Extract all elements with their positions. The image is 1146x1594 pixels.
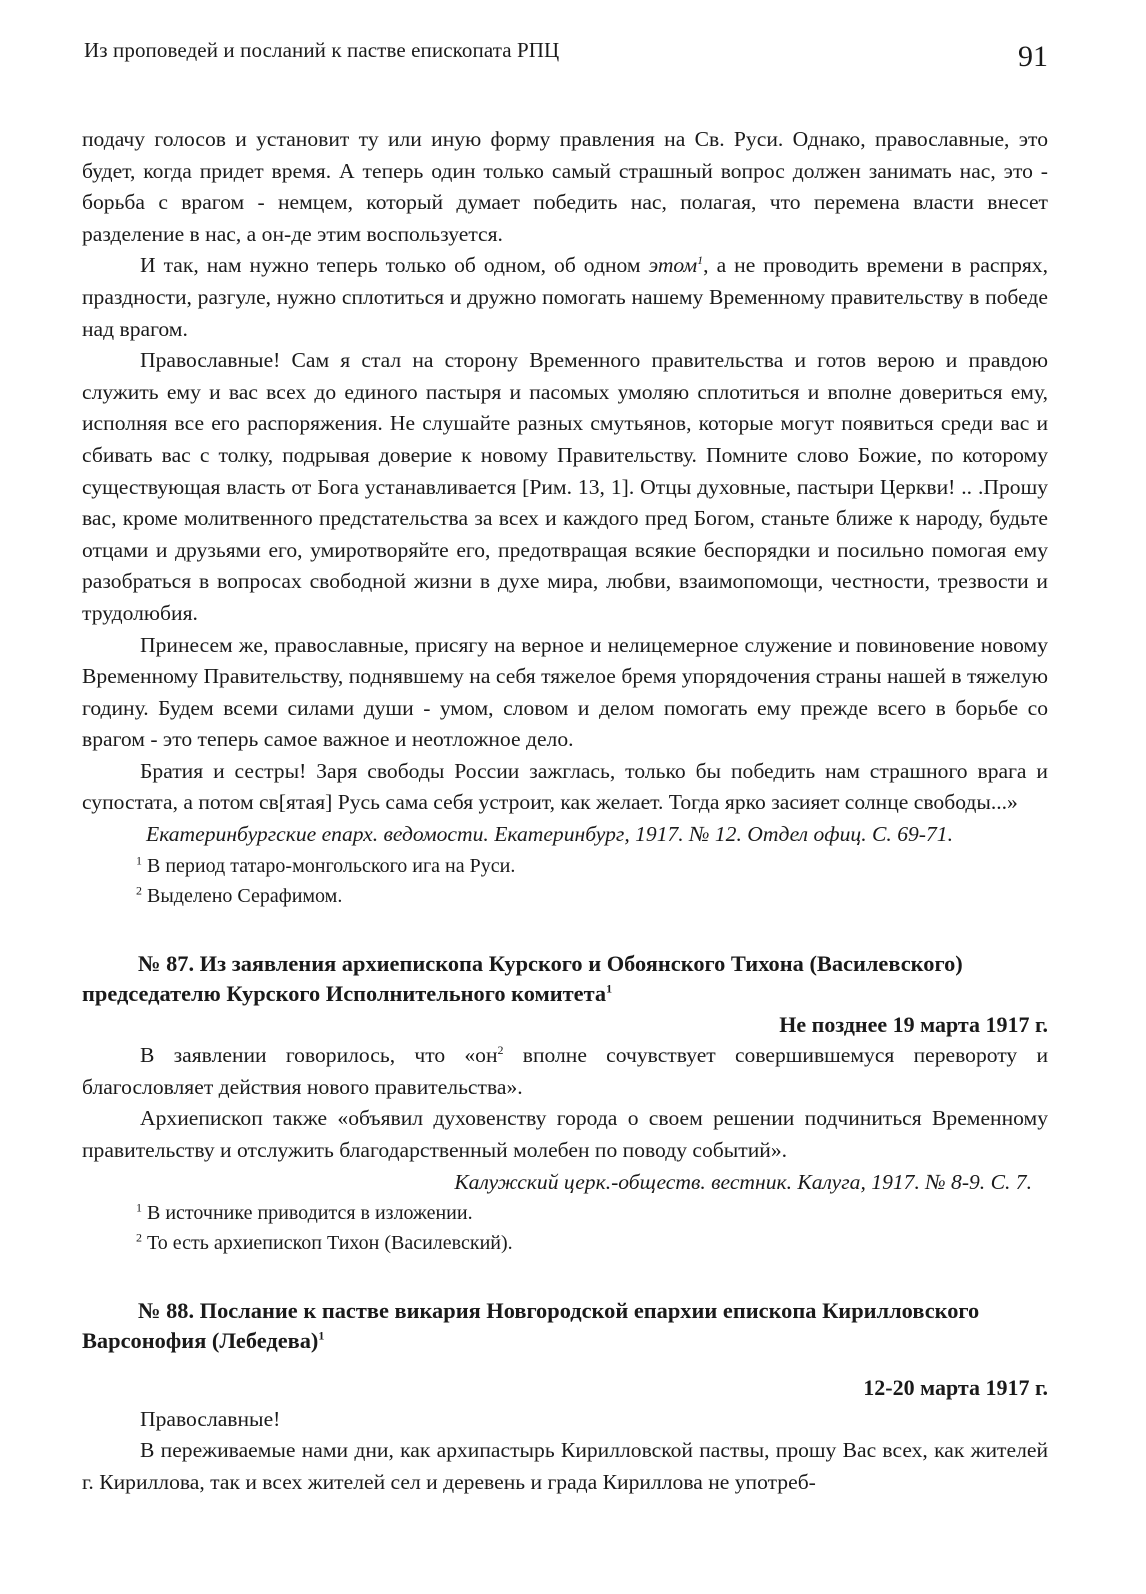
document-88-heading (82, 1296, 1048, 1356)
footnote-number: 1 (136, 853, 142, 867)
paragraph-4: Принесем же, православные, присягу на верное и нелицемерное служение и повиновение новому Временному Правительству, поднявшему на себя тяжелое бремя упорядочения страны нашей в тяжелую годину. Будем всеми силами души - умом, словом и делом помогать ему прежде всего в борьбе со врагом - это теперь самое важное и неотложное дело. (82, 632, 1048, 752)
document-87-p1-after: вполне сочувствует совершившемуся перевороту и благословляет действия нового правительства». (82, 1043, 1048, 1099)
footnote-text: В источнике приводится в изложении. (142, 1202, 473, 1225)
paragraph-2-after: а не проводить времени в распрях, праздности, разгуле, нужно сплотиться и дружно помогать нашему Временному правительству в победе над врагом. (82, 253, 1049, 341)
footnote-1-1 (82, 851, 1048, 881)
page-number: 91 (1018, 40, 1048, 73)
paragraph-2 (82, 250, 1048, 345)
document-87-p1-before: В заявлении говорилось, что «он (140, 1043, 498, 1068)
footnote-ref-1: 1 (697, 253, 704, 268)
document-88-title: № 88. Послание к пастве викария Новгородской епархии епископа Кирилловского Варсонофия (Лебедева) (82, 1298, 980, 1354)
document-87-heading (82, 949, 1048, 1009)
footnote-2-1 (82, 1198, 1048, 1228)
document-87-paragraph-1 (82, 1040, 1048, 1103)
footnote-2-2 (82, 1228, 1048, 1258)
paragraph-2-comma: , (703, 253, 709, 278)
source-citation-2: Калужский церк.-обществ. вестник. Калуга, 1917. № 8-9. С. 7. (454, 1169, 1032, 1194)
document-88-date: 12-20 марта 1917 г. (863, 1375, 1048, 1401)
document-87-paragraph-2: Архиепископ также «объявил духовенству города о своем решении подчиниться Временному правительству и отслужить благодарственный молебен по поводу событий». (82, 1106, 1048, 1163)
footnote-text: То есть архиепископ Тихон (Василевский). (142, 1232, 513, 1255)
running-title: Из проповедей и посланий к пастве епископата РПЦ (84, 38, 560, 62)
document-88-greeting: Православные! (140, 1406, 281, 1431)
heading-footnote-ref: 1 (318, 1328, 325, 1343)
footnote-number: 2 (136, 883, 142, 897)
document-88-paragraph-1: В переживаемые нами дни, как архипастырь Кирилловской паствы, прошу Вас всех, как жителей г. Кириллова, так и всех жителей сел и деревень и града Кириллова не употреб- (82, 1438, 1048, 1494)
paragraph-5: Братия и сестры! Заря свободы России зажглась, только бы победить нам страшного врага и супостата, а потом св[ятая] Русь сама себя устроит, как желает. Тогда ярко засияет солнце свободы...» (82, 758, 1048, 815)
paragraph-3: Православные! Сам я стал на сторону Временного правительства и готов верою и правдою служить ему и вас всех до единого пастыря и пасомых умоляю сплотиться и вполне довериться ему, исполняя все его распоряжения. Не слушайте разных смутьянов, которые могут появиться среди вас и сбивать вас с толку, подрывая доверие к новому Правительству. Помните слово Божие, по которому существующая власть от Бога устанавливается [Рим. 13, 1]. Отцы духовные, пастыри Церкви! .. .Прошу вас, кроме молитвенного предстательства за всех и каждого пред Богом, станьте ближе к народу, будьте отцами и друзьями его, умиротворяйте его, предотвращая всякие беспорядки и посильно помогая ему разобраться в вопросах свободной жизни в духе мира, любви, взаимопомощи, честности, трезвости и трудолюбия. (82, 348, 1048, 625)
document-87-date: Не позднее 19 марта 1917 г. (779, 1011, 1048, 1037)
source-citation-1: Екатеринбургские епарх. ведомости. Екатеринбург, 1917. № 12. Отдел офиц. С. 69-71. (146, 822, 953, 847)
page-body (82, 124, 1048, 1499)
footnote-text: Выделено Серафимом. (142, 884, 343, 907)
paragraph-1: подачу голосов и установит ту или иную форму правления на Св. Руси. Однако, православные, это будет, когда придет время. А теперь один только самый страшный вопрос должен занимать нас, это - борьба с врагом - немцем, который думает победить нас, полагая, что перемена власти внесет разделение в нас, а он-де этим воспользуется. (82, 127, 1048, 246)
document-87-title: № 87. Из заявления архиепископа Курского и Обоянского Тихона (Василевского) председателю Курского Исполнительного комитета (82, 950, 963, 1006)
footnote-1-2 (82, 881, 1048, 911)
footnote-number: 2 (136, 1230, 142, 1245)
heading-footnote-ref: 1 (606, 981, 613, 996)
footnote-number: 1 (136, 1200, 142, 1215)
footnote-text: В период татаро-монгольского ига на Руси. (142, 854, 516, 877)
paragraph-2-before: И так, нам нужно теперь только об одном, об одном (140, 253, 649, 278)
footnote-ref-2: 2 (497, 1043, 504, 1058)
emphasis-word: этом (648, 253, 698, 278)
